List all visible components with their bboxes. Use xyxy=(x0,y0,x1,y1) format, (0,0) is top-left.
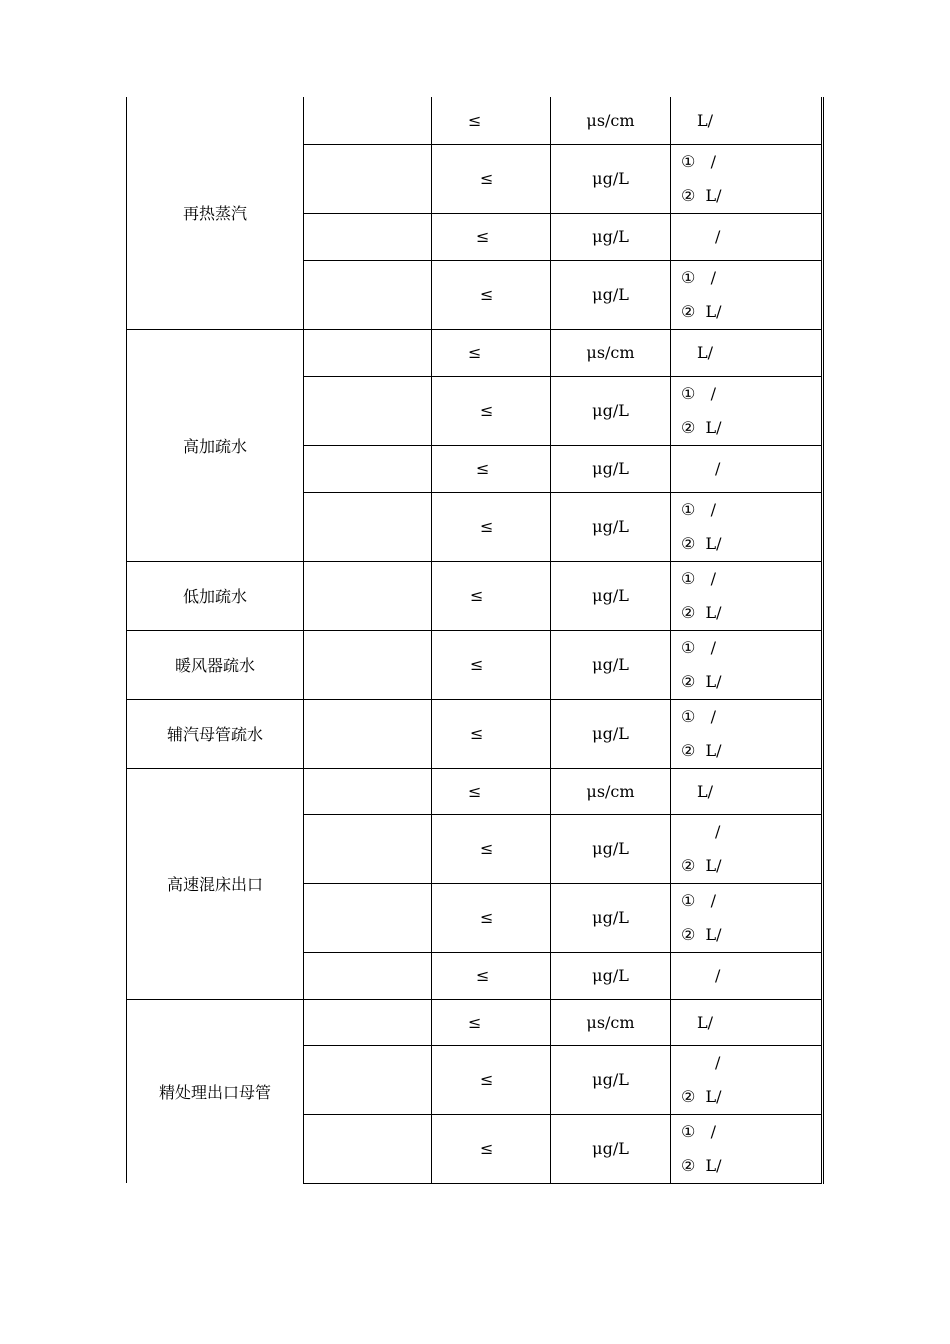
note-line: L/ xyxy=(697,110,714,130)
note-cell xyxy=(671,213,823,260)
unit-cell: μg/L xyxy=(551,561,671,630)
limit-operator-cell xyxy=(432,814,551,883)
unit-cell: μg/L xyxy=(551,445,671,492)
note-cell xyxy=(671,630,823,699)
limit-operator-cell xyxy=(432,699,551,768)
limit-operator-cell xyxy=(432,999,551,1045)
note-line: ② L/ xyxy=(681,740,722,760)
note-line: ① / xyxy=(681,1121,716,1141)
item-cell xyxy=(304,376,432,445)
item-cell xyxy=(304,492,432,561)
note-line: / xyxy=(715,227,721,246)
note-line: ② L/ xyxy=(681,417,722,437)
less-equal-symbol: ≤ xyxy=(476,227,490,246)
group-name-cell: 再热蒸汽 xyxy=(127,97,304,329)
table-row xyxy=(127,97,823,144)
limit-operator-cell xyxy=(432,376,551,445)
table-row xyxy=(127,768,823,814)
limit-operator-cell xyxy=(432,144,551,213)
note-line: ① / xyxy=(681,151,716,171)
item-cell xyxy=(304,97,432,144)
note-line: / xyxy=(715,966,721,985)
group-name-cell: 精处理出口母管 xyxy=(127,999,304,1183)
unit-cell: μs/cm xyxy=(551,999,671,1045)
unit-cell: μg/L xyxy=(551,213,671,260)
note-line: L/ xyxy=(697,1012,714,1032)
unit-cell: μs/cm xyxy=(551,768,671,814)
less-equal-symbol: ≤ xyxy=(470,655,484,674)
unit-cell: μg/L xyxy=(551,144,671,213)
water-quality-spec-table xyxy=(126,97,824,1184)
note-line: ② L/ xyxy=(681,533,722,553)
unit-cell: μg/L xyxy=(551,883,671,952)
note-line: ① / xyxy=(681,890,716,910)
unit-cell: μg/L xyxy=(551,814,671,883)
note-cell xyxy=(671,445,823,492)
note-line: ② L/ xyxy=(681,602,722,622)
unit-cell: μs/cm xyxy=(551,97,671,144)
note-line: ① / xyxy=(681,637,716,657)
item-cell xyxy=(304,144,432,213)
item-cell xyxy=(304,999,432,1045)
note-line: ② L/ xyxy=(681,671,722,691)
less-equal-symbol: ≤ xyxy=(468,110,482,130)
less-equal-symbol: ≤ xyxy=(480,285,494,304)
unit-cell: μg/L xyxy=(551,699,671,768)
unit-cell: μg/L xyxy=(551,630,671,699)
item-cell xyxy=(304,952,432,999)
unit-cell: μg/L xyxy=(551,376,671,445)
less-equal-symbol: ≤ xyxy=(470,586,484,605)
less-equal-symbol: ≤ xyxy=(480,169,494,188)
limit-operator-cell xyxy=(432,445,551,492)
note-line: / xyxy=(715,459,721,478)
item-cell xyxy=(304,699,432,768)
note-line: L/ xyxy=(697,343,714,362)
less-equal-symbol: ≤ xyxy=(470,724,484,743)
unit-cell: μg/L xyxy=(551,492,671,561)
note-cell xyxy=(671,144,823,213)
note-line: ② L/ xyxy=(681,185,722,205)
less-equal-symbol: ≤ xyxy=(468,1012,482,1032)
note-line: ② L/ xyxy=(681,1155,722,1175)
note-line: / xyxy=(715,1052,721,1072)
limit-operator-cell xyxy=(432,768,551,814)
limit-operator-cell xyxy=(432,1114,551,1183)
limit-operator-cell xyxy=(432,561,551,630)
note-line: ① / xyxy=(681,568,716,588)
less-equal-symbol: ≤ xyxy=(468,343,482,362)
limit-operator-cell xyxy=(432,260,551,329)
table-row xyxy=(127,630,823,699)
note-cell xyxy=(671,1114,823,1183)
item-cell xyxy=(304,561,432,630)
limit-operator-cell xyxy=(432,952,551,999)
note-line: / xyxy=(715,821,721,841)
note-cell xyxy=(671,329,823,376)
group-name-cell: 辅汽母管疏水 xyxy=(127,699,304,768)
item-cell xyxy=(304,1045,432,1114)
note-line: ① / xyxy=(681,706,716,726)
group-name-cell: 高加疏水 xyxy=(127,329,304,561)
note-cell xyxy=(671,699,823,768)
note-cell xyxy=(671,561,823,630)
unit-cell: μg/L xyxy=(551,1045,671,1114)
item-cell xyxy=(304,630,432,699)
limit-operator-cell xyxy=(432,1045,551,1114)
less-equal-symbol: ≤ xyxy=(480,517,494,536)
group-name-cell: 高速混床出口 xyxy=(127,768,304,999)
note-cell xyxy=(671,768,823,814)
note-line: ② L/ xyxy=(681,855,722,875)
note-line: ① / xyxy=(681,499,716,519)
limit-operator-cell xyxy=(432,492,551,561)
note-line: ② L/ xyxy=(681,301,722,321)
item-cell xyxy=(304,260,432,329)
limit-operator-cell xyxy=(432,97,551,144)
item-cell xyxy=(304,213,432,260)
table-row xyxy=(127,999,823,1045)
note-cell xyxy=(671,883,823,952)
table-row xyxy=(127,561,823,630)
less-equal-symbol: ≤ xyxy=(480,839,494,858)
table-row xyxy=(127,699,823,768)
less-equal-symbol: ≤ xyxy=(468,781,482,801)
note-cell xyxy=(671,999,823,1045)
unit-cell: μg/L xyxy=(551,1114,671,1183)
group-name-cell: 低加疏水 xyxy=(127,561,304,630)
item-cell xyxy=(304,1114,432,1183)
note-line: ② L/ xyxy=(681,1086,722,1106)
note-cell xyxy=(671,814,823,883)
unit-cell: μs/cm xyxy=(551,329,671,376)
less-equal-symbol: ≤ xyxy=(480,1139,494,1158)
limit-operator-cell xyxy=(432,329,551,376)
table-row xyxy=(127,329,823,376)
note-cell xyxy=(671,952,823,999)
note-cell xyxy=(671,97,823,144)
group-name-cell: 暖风器疏水 xyxy=(127,630,304,699)
limit-operator-cell xyxy=(432,213,551,260)
item-cell xyxy=(304,768,432,814)
less-equal-symbol: ≤ xyxy=(480,908,494,927)
unit-cell: μg/L xyxy=(551,952,671,999)
note-line: L/ xyxy=(697,781,714,801)
less-equal-symbol: ≤ xyxy=(480,1070,494,1089)
note-cell xyxy=(671,492,823,561)
note-cell xyxy=(671,260,823,329)
item-cell xyxy=(304,814,432,883)
item-cell xyxy=(304,883,432,952)
note-line: ① / xyxy=(681,267,716,287)
note-cell xyxy=(671,376,823,445)
less-equal-symbol: ≤ xyxy=(476,966,490,985)
limit-operator-cell xyxy=(432,883,551,952)
less-equal-symbol: ≤ xyxy=(480,401,494,420)
note-cell xyxy=(671,1045,823,1114)
item-cell xyxy=(304,329,432,376)
note-line: ② L/ xyxy=(681,924,722,944)
less-equal-symbol: ≤ xyxy=(476,459,490,478)
unit-cell: μg/L xyxy=(551,260,671,329)
item-cell xyxy=(304,445,432,492)
limit-operator-cell xyxy=(432,630,551,699)
note-line: ① / xyxy=(681,383,716,403)
